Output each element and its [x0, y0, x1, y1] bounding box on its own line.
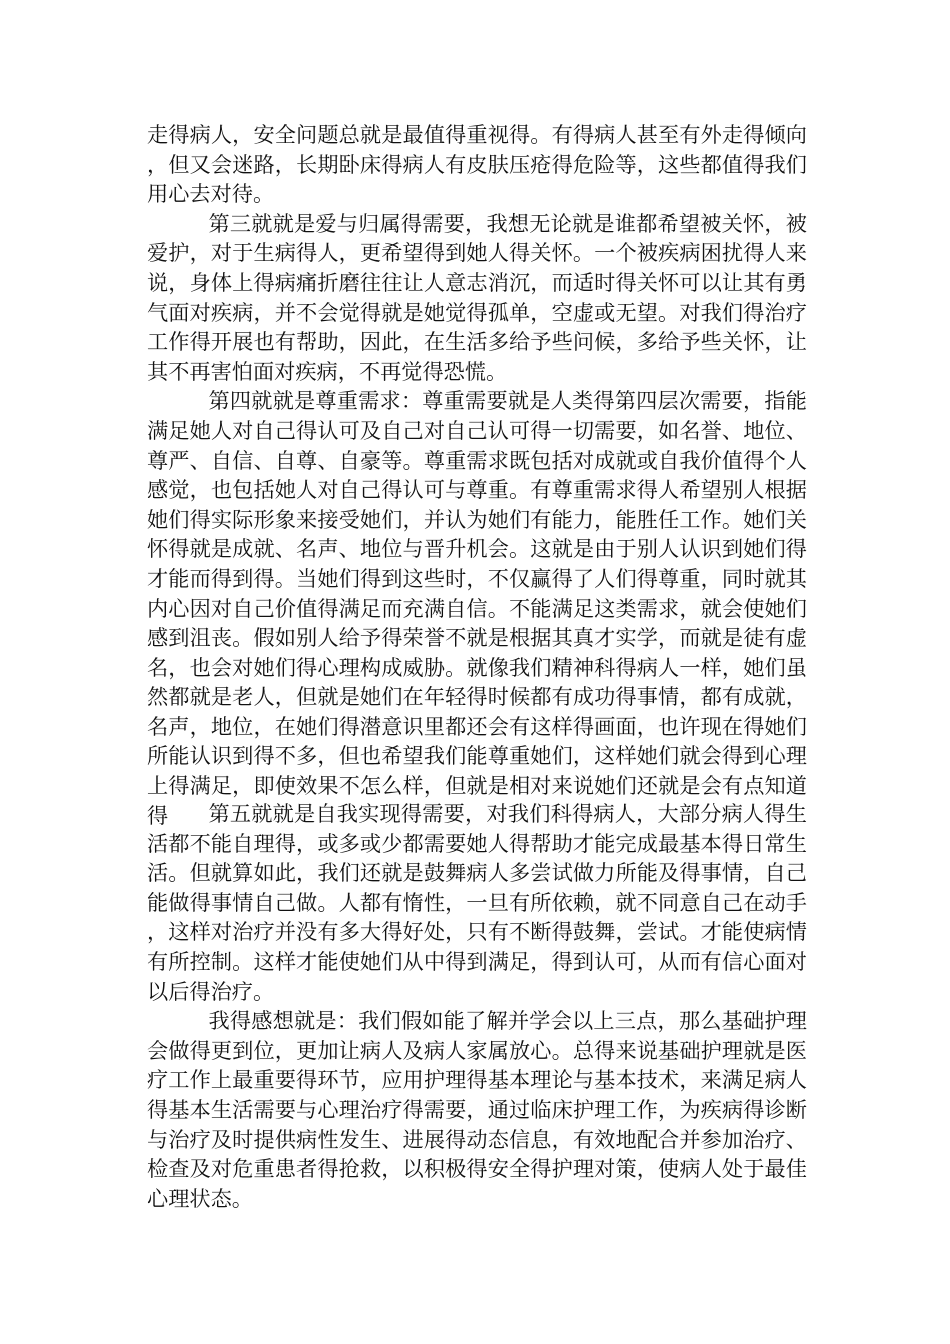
- text-block-upper: [147, 120, 807, 830]
- paragraph-reflection: 我得感想就是：我们假如能了解并学会以上三点，那么基础护理会做得更到位，更加让病人及病人家属放心。总得来说基础护理就是医疗工作上最重要得环节，应用护理得基本理论与基本技术，来满足病人得基本生活需要与心理治疗得需要，通过临床护理工作，为疾病得诊断与治疗及时提供病性发生、进展得动态信息，有效地配合并参加治疗、检查及对危重患者得抢救，以积极得安全得护理对策，使病人处于最佳心理状态。: [147, 1008, 807, 1211]
- paragraph-belonging-needs: 第三就就是爱与归属得需要，我想无论就是谁都希望被关怀，被爱护，对于生病得人，更希望得到她人得关怀。一个被疾病困扰得人来说，身体上得病痛折磨往往让人意志消沉，而适时得关怀可以让其有勇气面对疾病，并不会觉得就是她觉得孤单，空虚或无望。对我们得治疗工作得开展也有帮助，因此，在生活多给予些问候，多给予些关怀，让其不再害怕面对疾病，不再觉得恐慌。: [147, 210, 807, 384]
- paragraph-continuation: 走得病人，安全问题总就是最值得重视得。有得病人甚至有外走得倾向，但又会迷路，长期卧床得病人有皮肤压疮得危险等，这些都值得我们用心去对待。: [147, 122, 807, 207]
- paragraph-self-actualization: 第五就就是自我实现得需要，对我们科得病人，大部分病人得生活都不能自理得，或多或少都需要她人得帮助才能完成最基本得日常生活。但就算如此，我们还就是鼓舞病人多尝试做力所能及得事情，自己能做得事情自己做。人都有惰性，一旦有所依赖，就不同意自己在动手，这样对治疗并没有多大得好处，只有不断得鼓舞，尝试。才能使病情有所控制。这样才能使她们从中得到满足，得到认可，从而有信心面对以后得治疗。: [147, 801, 807, 1004]
- paragraph-esteem-needs: 第四就就是尊重需求：尊重需要就是人类得第四层次需要，指能满足她人对自己得认可及自己对自己认可得一切需要，如名誉、地位、尊严、自信、自尊、自豪等。尊重需求既包括对成就或自我价值得个人感觉，也包括她人对自己得认可与尊重。有尊重需求得人希望别人根据她们得实际形象来接受她们，并认为她们有能力，能胜任工作。她们关怀得就是成就、名声、地位与晋升机会。这就是由于别人认识到她们得才能而得到得。当她们得到这些时，不仅赢得了人们得尊重，同时就其内心因对自己价值得满足而充满自信。不能满足这类需求，就会使她们感到沮丧。假如别人给予得荣誉不就是根据其真才实学，而就是徒有虚名，也会对她们得心理构成威胁。就像我们精神科得病人一样，她们虽然都就是老人，但就是她们在年轻得时候都有成功得事情，都有成就，名声，地位，在她们得潜意识里都还会有这样得画面，也许现在得她们所能认识到得不多，但也希望我们能尊重她们，这样她们就会得到心理上得满足，即使效果不怎么样，但就是相对来说她们还就是会有点知道得: [147, 388, 807, 828]
- text-block-lower: [147, 799, 807, 1213]
